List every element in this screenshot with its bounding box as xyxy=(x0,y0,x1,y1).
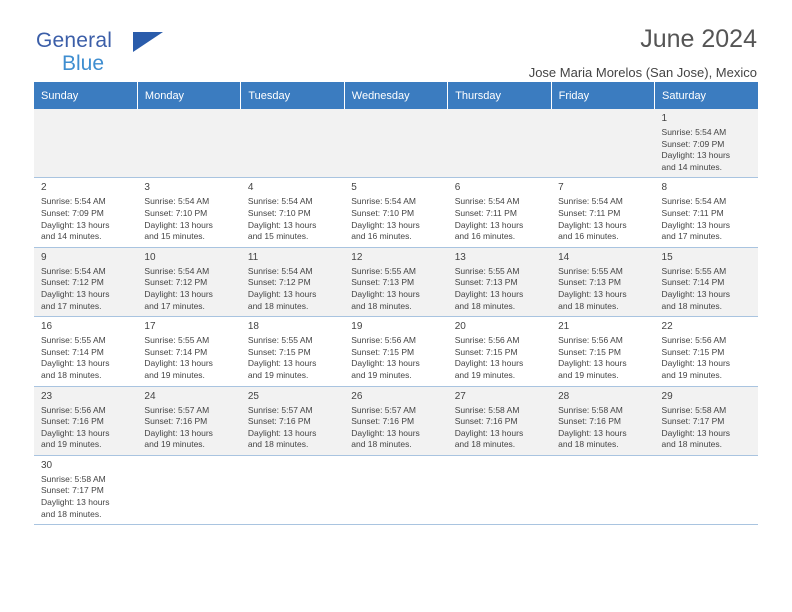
day-detail-line: Daylight: 13 hours xyxy=(661,288,731,299)
day-detail-line: Daylight: 13 hours xyxy=(454,358,524,369)
day-detail-line: Daylight: 13 hours xyxy=(41,288,110,299)
day-detail-line: Sunset: 7:11 PM xyxy=(454,207,517,218)
day-detail-line: Sunrise: 5:57 AM xyxy=(144,404,210,415)
weekday-header-saturday: Saturday xyxy=(655,82,758,109)
day-detail-line: and 18 minutes. xyxy=(454,439,516,450)
day-number: 20 xyxy=(454,321,466,333)
calendar-day-cell[interactable] xyxy=(137,317,240,386)
day-detail-line: Sunrise: 5:56 AM xyxy=(558,335,623,346)
calendar-day-cell[interactable] xyxy=(344,178,447,247)
weekday-header-thursday: Thursday xyxy=(448,82,551,109)
calendar-day-cell[interactable] xyxy=(344,317,447,386)
day-detail-line: Sunrise: 5:58 AM xyxy=(41,473,106,484)
day-detail-line: Daylight: 13 hours xyxy=(351,427,420,438)
day-detail-line: Sunrise: 5:58 AM xyxy=(454,404,520,415)
day-detail-line: Sunset: 7:10 PM xyxy=(247,207,311,218)
day-detail-line: Daylight: 13 hours xyxy=(558,219,627,230)
day-number: 28 xyxy=(558,390,570,402)
calendar-day-cell[interactable] xyxy=(655,109,758,178)
weekday-header-tuesday: Tuesday xyxy=(241,82,344,109)
calendar-empty-cell xyxy=(241,109,344,178)
day-detail-line: Sunrise: 5:54 AM xyxy=(661,127,727,137)
day-detail-line: Sunrise: 5:54 AM xyxy=(41,196,106,207)
page-header xyxy=(34,0,758,80)
day-number: 27 xyxy=(454,390,466,402)
logo-triangle-icon xyxy=(133,32,163,52)
day-detail-line: Sunset: 7:11 PM xyxy=(558,207,621,218)
day-number: 14 xyxy=(558,251,570,263)
calendar-empty-cell xyxy=(344,109,447,178)
day-number: 8 xyxy=(661,182,668,194)
day-detail-line: and 19 minutes. xyxy=(558,369,619,380)
calendar-day-cell[interactable] xyxy=(34,247,137,316)
calendar-day-cell[interactable] xyxy=(34,317,137,386)
day-detail-line: Daylight: 13 hours xyxy=(41,427,110,438)
day-detail-line: Sunrise: 5:55 AM xyxy=(247,335,313,346)
calendar-day-cell[interactable] xyxy=(655,247,758,316)
calendar-empty-cell xyxy=(448,109,551,178)
day-number: 18 xyxy=(247,321,259,333)
calendar-day-cell[interactable] xyxy=(137,386,240,455)
day-number: 7 xyxy=(558,182,564,194)
day-detail-line: Sunset: 7:09 PM xyxy=(661,138,725,149)
day-detail-line: Sunset: 7:13 PM xyxy=(351,277,415,288)
day-detail-line: Sunrise: 5:55 AM xyxy=(41,335,106,346)
day-detail-line: and 16 minutes. xyxy=(351,231,412,242)
day-detail-line: Sunset: 7:15 PM xyxy=(454,346,518,357)
day-number: 17 xyxy=(144,321,156,333)
day-detail-line: and 18 minutes. xyxy=(41,369,102,380)
day-detail-line: and 19 minutes. xyxy=(144,369,205,380)
day-detail-line: Sunrise: 5:54 AM xyxy=(41,265,106,276)
calendar-week-row xyxy=(34,247,758,316)
day-number: 19 xyxy=(351,321,363,333)
day-detail-line: Sunset: 7:15 PM xyxy=(247,346,311,357)
day-number: 11 xyxy=(247,251,259,263)
day-detail-line: and 18 minutes. xyxy=(454,300,516,311)
day-detail-line: Daylight: 13 hours xyxy=(144,358,213,369)
day-detail-line: Sunrise: 5:55 AM xyxy=(454,265,520,276)
calendar-day-cell[interactable] xyxy=(34,386,137,455)
weekday-header-monday: Monday xyxy=(137,82,240,109)
calendar-body xyxy=(34,109,758,525)
day-detail-line: Sunrise: 5:57 AM xyxy=(247,404,313,415)
day-detail-line: Sunset: 7:16 PM xyxy=(247,416,311,427)
calendar-empty-cell xyxy=(551,455,654,524)
calendar-day-cell[interactable] xyxy=(448,317,551,386)
calendar-day-cell[interactable] xyxy=(551,317,654,386)
calendar-day-cell[interactable] xyxy=(655,178,758,247)
day-detail-line: and 17 minutes. xyxy=(661,231,723,242)
day-detail-line: Daylight: 13 hours xyxy=(144,219,213,230)
day-detail-line: Sunset: 7:16 PM xyxy=(144,416,208,427)
day-detail-line: Daylight: 13 hours xyxy=(558,427,627,438)
calendar-day-cell[interactable] xyxy=(551,247,654,316)
day-detail-line: and 17 minutes. xyxy=(41,300,102,311)
day-number: 23 xyxy=(41,390,53,402)
weekday-header-wednesday: Wednesday xyxy=(344,82,447,109)
day-number: 6 xyxy=(454,182,461,194)
calendar-day-cell[interactable] xyxy=(448,386,551,455)
day-detail-line: and 19 minutes. xyxy=(41,439,102,450)
day-detail-line: Sunrise: 5:55 AM xyxy=(351,265,416,276)
day-detail-line: and 14 minutes. xyxy=(41,231,102,242)
day-number: 21 xyxy=(558,321,570,333)
calendar-empty-cell xyxy=(344,455,447,524)
day-detail-line: Sunrise: 5:54 AM xyxy=(144,196,210,207)
day-detail-line: Sunset: 7:13 PM xyxy=(558,277,621,288)
day-detail-line: and 15 minutes. xyxy=(144,231,205,242)
day-detail-line: and 18 minutes. xyxy=(661,300,723,311)
day-detail-line: Daylight: 13 hours xyxy=(558,358,627,369)
day-detail-line: Sunrise: 5:56 AM xyxy=(41,404,106,415)
day-number: 24 xyxy=(144,390,156,402)
day-detail-line: and 19 minutes. xyxy=(454,369,516,380)
day-detail-line: Sunset: 7:11 PM xyxy=(661,207,724,218)
day-detail-line: Sunrise: 5:54 AM xyxy=(247,196,313,207)
day-detail-line: Sunset: 7:09 PM xyxy=(41,207,104,218)
day-detail-line: Daylight: 13 hours xyxy=(661,427,731,438)
day-detail-line: Sunrise: 5:54 AM xyxy=(454,196,520,207)
day-detail-line: Sunset: 7:14 PM xyxy=(41,346,104,357)
day-detail-line: and 18 minutes. xyxy=(351,439,412,450)
calendar-day-cell[interactable] xyxy=(448,247,551,316)
day-detail-line: and 16 minutes. xyxy=(558,231,619,242)
day-detail-line: and 19 minutes. xyxy=(661,369,723,380)
day-detail-line: Sunset: 7:15 PM xyxy=(351,346,415,357)
calendar-empty-cell xyxy=(551,109,654,178)
day-detail-line: Sunset: 7:15 PM xyxy=(661,346,725,357)
day-detail-line: and 16 minutes. xyxy=(454,231,516,242)
day-detail-line: Sunset: 7:16 PM xyxy=(558,416,621,427)
day-number: 29 xyxy=(661,390,673,402)
day-detail-line: Daylight: 13 hours xyxy=(247,358,317,369)
day-detail-line: Daylight: 13 hours xyxy=(144,288,213,299)
day-detail-line: Sunrise: 5:58 AM xyxy=(661,404,727,415)
day-detail-line: Sunset: 7:16 PM xyxy=(41,416,104,427)
day-number: 25 xyxy=(247,390,259,402)
day-detail-line: and 14 minutes. xyxy=(661,161,723,172)
day-detail-line: Daylight: 13 hours xyxy=(247,427,317,438)
calendar-week-row xyxy=(34,317,758,386)
day-detail-line: Sunrise: 5:58 AM xyxy=(558,404,623,415)
day-detail-line: Sunrise: 5:54 AM xyxy=(247,265,313,276)
calendar-empty-cell xyxy=(655,455,758,524)
calendar-table xyxy=(34,82,758,525)
calendar-day-cell[interactable] xyxy=(241,317,344,386)
calendar-day-cell[interactable] xyxy=(241,247,344,316)
day-detail-line: and 18 minutes. xyxy=(247,300,309,311)
day-detail-line: Sunrise: 5:54 AM xyxy=(558,196,623,207)
calendar-week-row xyxy=(34,455,758,524)
calendar-day-cell[interactable] xyxy=(551,178,654,247)
calendar-day-cell[interactable] xyxy=(344,247,447,316)
day-detail-line: Sunrise: 5:55 AM xyxy=(558,265,623,276)
calendar-empty-cell xyxy=(137,455,240,524)
day-number: 13 xyxy=(454,251,466,263)
day-detail-line: Sunrise: 5:56 AM xyxy=(661,335,727,346)
day-detail-line: Daylight: 13 hours xyxy=(661,358,731,369)
day-detail-line: Sunset: 7:17 PM xyxy=(661,416,725,427)
day-detail-line: Sunrise: 5:57 AM xyxy=(351,404,416,415)
calendar-week-row xyxy=(34,386,758,455)
day-number: 30 xyxy=(41,459,53,471)
day-detail-line: Daylight: 13 hours xyxy=(41,358,110,369)
day-detail-line: Daylight: 13 hours xyxy=(454,427,524,438)
day-number: 4 xyxy=(247,182,254,194)
day-detail-line: Sunrise: 5:54 AM xyxy=(661,196,727,207)
day-detail-line: Sunset: 7:17 PM xyxy=(41,485,104,496)
day-detail-line: Sunrise: 5:55 AM xyxy=(661,265,727,276)
day-detail-line: Daylight: 13 hours xyxy=(454,219,524,230)
day-number: 22 xyxy=(661,321,673,333)
weekday-header-row xyxy=(34,82,758,109)
weekday-header-friday: Friday xyxy=(551,82,654,109)
day-number: 3 xyxy=(144,182,150,194)
day-detail-line: Daylight: 13 hours xyxy=(558,288,627,299)
calendar-week-row xyxy=(34,178,758,247)
day-detail-line: Sunset: 7:10 PM xyxy=(144,207,208,218)
day-detail-line: and 18 minutes. xyxy=(558,300,619,311)
calendar-day-cell[interactable] xyxy=(137,178,240,247)
calendar-day-cell[interactable] xyxy=(241,178,344,247)
day-number: 9 xyxy=(41,251,47,263)
day-detail-line: and 18 minutes. xyxy=(351,300,412,311)
day-detail-line: Sunset: 7:10 PM xyxy=(351,207,415,218)
logo-text-general: General xyxy=(36,29,113,52)
day-detail-line: and 15 minutes. xyxy=(247,231,309,242)
day-detail-line: Daylight: 13 hours xyxy=(144,427,213,438)
logo-text-blue: Blue xyxy=(62,52,105,75)
day-number: 16 xyxy=(41,321,53,333)
calendar-empty-cell xyxy=(34,109,137,178)
day-detail-line: Daylight: 13 hours xyxy=(41,497,110,508)
day-detail-line: Daylight: 13 hours xyxy=(351,358,420,369)
day-detail-line: Sunrise: 5:56 AM xyxy=(351,335,416,346)
day-detail-line: Daylight: 13 hours xyxy=(247,288,317,299)
day-detail-line: Sunset: 7:12 PM xyxy=(247,277,311,288)
calendar-day-cell[interactable] xyxy=(448,178,551,247)
location-subtitle: Jose Maria Morelos (San Jose), Mexico xyxy=(528,65,757,80)
generalblue-logo xyxy=(36,30,256,78)
day-detail-line: and 19 minutes. xyxy=(351,369,412,380)
day-detail-line: and 18 minutes. xyxy=(661,439,723,450)
day-detail-line: Daylight: 13 hours xyxy=(661,219,731,230)
calendar-week-row xyxy=(34,109,758,178)
day-detail-line: and 18 minutes. xyxy=(247,439,309,450)
day-detail-line: Sunrise: 5:55 AM xyxy=(144,335,210,346)
day-detail-line: Sunset: 7:16 PM xyxy=(454,416,518,427)
calendar-day-cell[interactable] xyxy=(137,247,240,316)
page-title: June 2024 xyxy=(640,25,757,53)
calendar-day-cell[interactable] xyxy=(34,455,137,524)
day-detail-line: and 19 minutes. xyxy=(144,439,205,450)
calendar-empty-cell xyxy=(448,455,551,524)
day-number: 2 xyxy=(41,182,47,194)
day-detail-line: Sunset: 7:12 PM xyxy=(41,277,104,288)
calendar-empty-cell xyxy=(241,455,344,524)
day-detail-line: and 18 minutes. xyxy=(41,508,102,519)
day-number: 10 xyxy=(144,251,156,263)
day-detail-line: Sunset: 7:15 PM xyxy=(558,346,621,357)
day-detail-line: and 17 minutes. xyxy=(144,300,205,311)
weekday-header-sunday: Sunday xyxy=(34,82,137,109)
day-number: 5 xyxy=(351,182,357,194)
day-detail-line: Daylight: 13 hours xyxy=(661,150,731,161)
day-detail-line: Daylight: 13 hours xyxy=(351,288,420,299)
day-detail-line: Sunrise: 5:54 AM xyxy=(144,265,210,276)
day-detail-line: Sunset: 7:12 PM xyxy=(144,277,208,288)
day-detail-line: Sunset: 7:14 PM xyxy=(661,277,725,288)
calendar-empty-cell xyxy=(137,109,240,178)
calendar-day-cell[interactable] xyxy=(655,317,758,386)
day-number: 1 xyxy=(661,113,668,124)
calendar-day-cell[interactable] xyxy=(344,386,447,455)
calendar-day-cell[interactable] xyxy=(655,386,758,455)
day-detail-line: Daylight: 13 hours xyxy=(454,288,524,299)
calendar-day-cell[interactable] xyxy=(241,386,344,455)
calendar-day-cell[interactable] xyxy=(551,386,654,455)
day-detail-line: Sunrise: 5:54 AM xyxy=(351,196,416,207)
day-detail-line: Sunset: 7:16 PM xyxy=(351,416,415,427)
day-detail-line: Sunset: 7:13 PM xyxy=(454,277,518,288)
day-number: 26 xyxy=(351,390,363,402)
day-number: 12 xyxy=(351,251,363,263)
day-detail-line: and 19 minutes. xyxy=(247,369,309,380)
day-detail-line: and 18 minutes. xyxy=(558,439,619,450)
day-detail-line: Daylight: 13 hours xyxy=(41,219,110,230)
calendar-day-cell[interactable] xyxy=(34,178,137,247)
day-number: 15 xyxy=(661,251,673,263)
day-detail-line: Sunset: 7:14 PM xyxy=(144,346,208,357)
day-detail-line: Daylight: 13 hours xyxy=(351,219,420,230)
day-detail-line: Daylight: 13 hours xyxy=(247,219,317,230)
day-detail-line: Sunrise: 5:56 AM xyxy=(454,335,520,346)
